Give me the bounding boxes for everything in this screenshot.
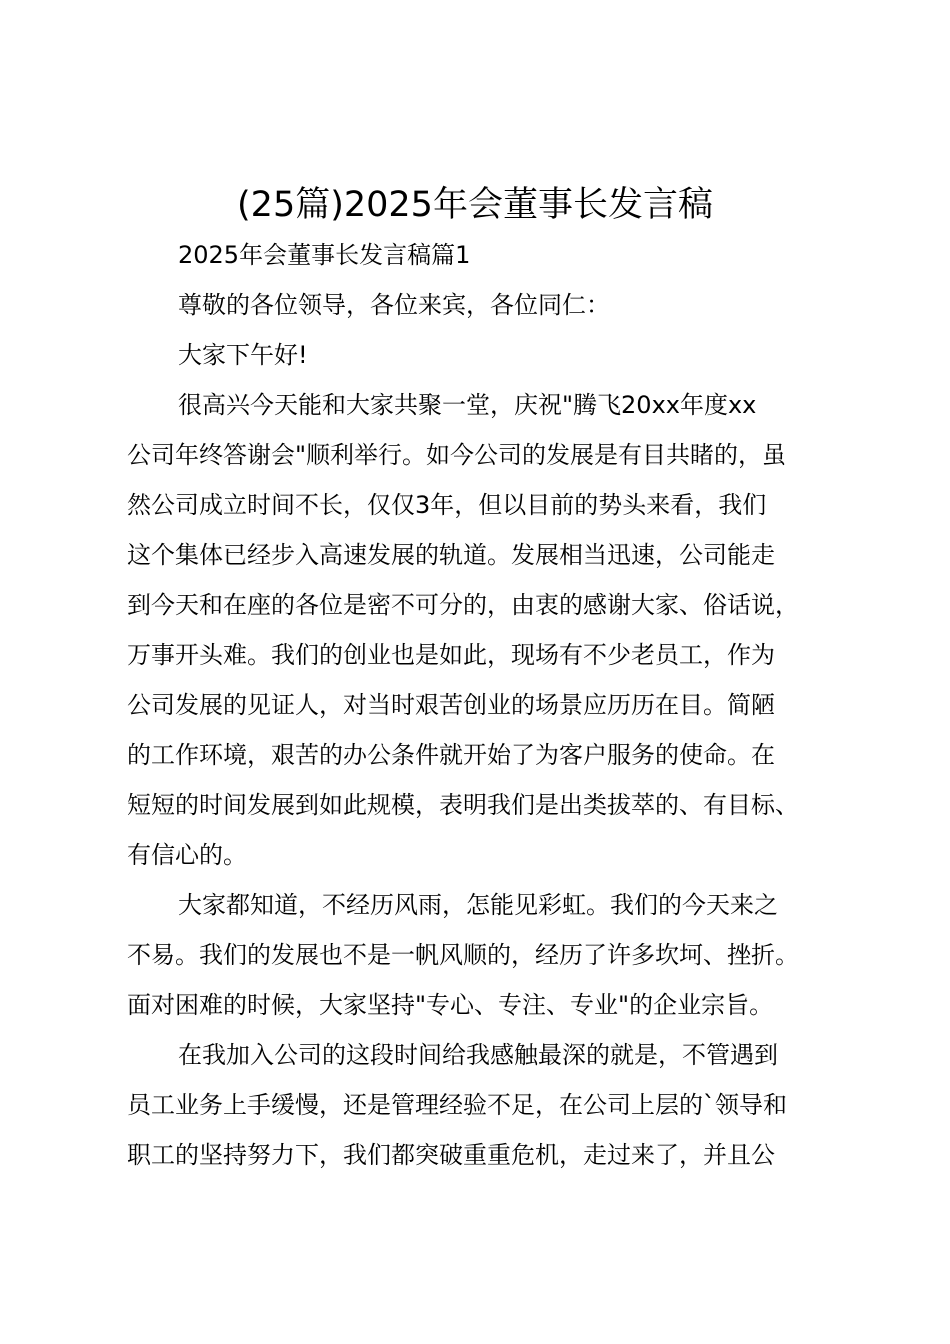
text-line: 职工的坚持努力下，我们都突破重重危机，走过来了，并且公 — [127, 1141, 775, 1169]
text-line: 公司年终答谢会"顺利举行。如今公司的发展是有目共睹的，虽 — [127, 441, 787, 469]
text-line: 这个集体已经步入高速发展的轨道。发展相当迅速，公司能走 — [127, 541, 775, 569]
text-line: 在我加入公司的这段时间给我感触最深的就是，不管遇到 — [178, 1041, 778, 1069]
text-line: 员工业务上手缓慢，还是管理经验不足，在公司上层的`领导和 — [127, 1091, 787, 1119]
text-line: 然公司成立时间不长，仅仅3年，但以目前的势头来看，我们 — [127, 491, 767, 519]
text-line: 尊敬的各位领导，各位来宾，各位同仁： — [178, 291, 610, 319]
text-line: 不易。我们的发展也不是一帆风顺的，经历了许多坎坷、挫折。 — [127, 941, 799, 969]
document-title: (25篇)2025年会董事长发言稿 — [237, 185, 713, 225]
text-line: 面对困难的时候，大家坚持"专心、专注、专业"的企业宗旨。 — [127, 991, 774, 1019]
text-line: 大家下午好! — [178, 341, 308, 369]
text-line: 很高兴今天能和大家共聚一堂，庆祝"腾飞20xx年度xx — [178, 391, 757, 419]
text-line: 万事开头难。我们的创业也是如此，现场有不少老员工，作为 — [127, 641, 775, 669]
text-line: 短短的时间发展到如此规模，表明我们是出类拔萃的、有目标、 — [127, 791, 799, 819]
text-line: 到今天和在座的各位是密不可分的，由衷的感谢大家、俗话说， — [127, 591, 799, 619]
text-line: 有信心的。 — [127, 841, 247, 869]
text-line: 公司发展的见证人，对当时艰苦创业的场景应历历在目。简陋 — [127, 691, 775, 719]
text-line: 2025年会董事长发言稿篇1 — [178, 241, 471, 269]
document-body — [127, 230, 867, 1180]
text-line: 大家都知道，不经历风雨，怎能见彩虹。我们的今天来之 — [178, 891, 778, 919]
text-line: 的工作环境，艰苦的办公条件就开始了为客户服务的使命。在 — [127, 741, 775, 769]
